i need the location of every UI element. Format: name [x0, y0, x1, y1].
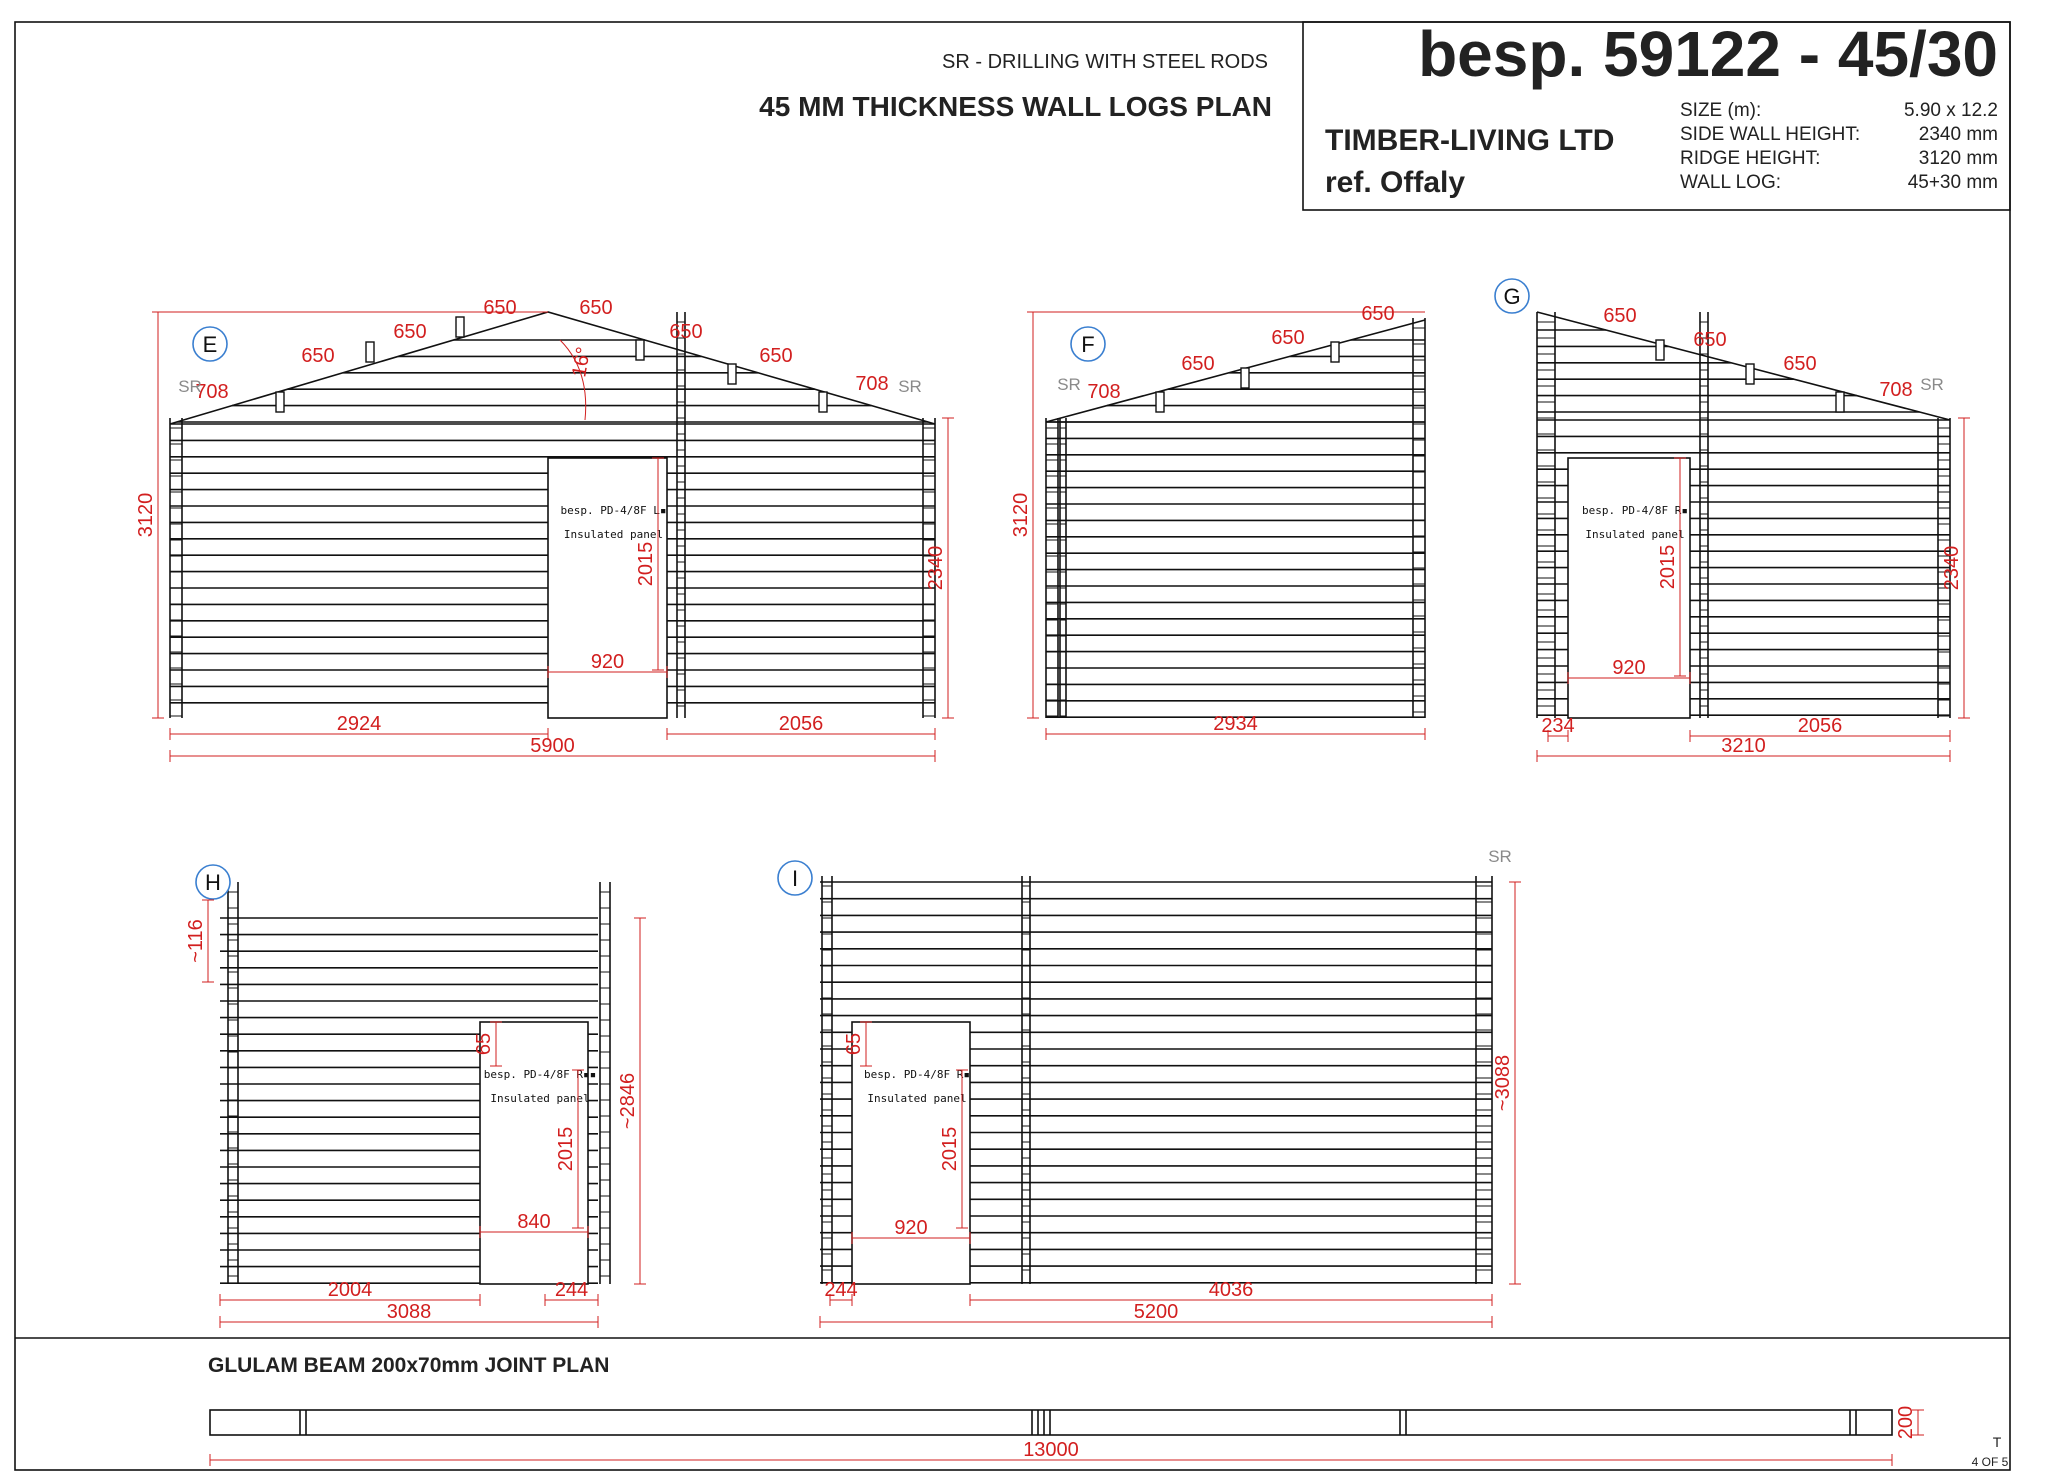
bottom-dimension: 2924: [336, 713, 382, 735]
roof-dimension: 650: [1271, 327, 1305, 349]
purlin-slot: [1241, 368, 1249, 388]
spec-value: 3120 mm: [1918, 148, 1998, 169]
door-panel-label: besp. PD-4/8F L▪: [560, 504, 667, 517]
steel-rod-mark: SR: [1488, 847, 1512, 866]
wall-marker-label: E: [202, 332, 218, 357]
roof-angle: 16°: [568, 345, 596, 379]
steel-rod-mark: SR: [1920, 375, 1944, 394]
wall-marker-label: G: [1503, 284, 1521, 309]
steel-rod-mark: SR: [898, 377, 922, 396]
beam-outline: [210, 1410, 1892, 1435]
purlin-slot: [456, 317, 464, 337]
wall-f-drawing: [1010, 303, 1425, 740]
door-height-dimension: 2015: [555, 1126, 577, 1172]
roof-dimension: 650: [301, 345, 335, 367]
company-name: TIMBER-LIVING LTD: [1325, 124, 1615, 157]
wall-h-drawing: [185, 865, 646, 1328]
beam-height-dimension: 200: [1895, 1405, 1917, 1440]
roof-dimension: 708: [1087, 381, 1121, 403]
bottom-dimension: 234: [1541, 715, 1575, 737]
beam-length-dimension: 13000: [1023, 1439, 1079, 1461]
spec-value: 2340 mm: [1918, 124, 1998, 145]
bottom-dimension: 4036: [1208, 1279, 1254, 1301]
door-panel-sublabel: Insulated panel: [867, 1092, 967, 1105]
sheet-border: [15, 22, 2010, 1470]
roof-dimension: 650: [1603, 305, 1637, 327]
sr-note: SR - DRILLING WITH STEEL RODS: [942, 51, 1268, 73]
roof-dimension: 708: [195, 381, 229, 403]
roof-dimension: 650: [669, 321, 703, 343]
purlin-slot: [1836, 392, 1844, 412]
bottom-dimension: 2056: [778, 713, 824, 735]
height-dimension: 3120: [135, 492, 157, 538]
wall-marker-label: F: [1081, 332, 1095, 357]
purlin-slot: [1746, 364, 1754, 384]
bottom-dimension: 2056: [1797, 715, 1843, 737]
purlin-slot: [1656, 340, 1664, 360]
spec-label: RIDGE HEIGHT:: [1680, 148, 1821, 169]
footer-page: 4 OF 5: [1971, 1455, 2009, 1469]
door-width-dimension: 920: [1612, 657, 1646, 679]
door-height-dimension: 2015: [635, 541, 657, 587]
bottom-dimension: 2004: [327, 1279, 373, 1301]
spec-value: 5.90 x 12.2: [1903, 100, 1998, 121]
spec-label: SIDE WALL HEIGHT:: [1680, 124, 1861, 145]
door-panel-label: besp. PD-4/8F R▪▪: [483, 1068, 597, 1081]
sheet-title: 45 MM THICKNESS WALL LOGS PLAN: [759, 91, 1272, 122]
purlin-slot: [819, 392, 827, 412]
beam-title: GLULAM BEAM 200x70mm JOINT PLAN: [208, 1354, 610, 1377]
door-top-dimension: 65: [843, 1032, 865, 1056]
roof-dimension: 708: [1879, 379, 1913, 401]
spec-value: 45+30 mm: [1907, 172, 1998, 193]
purlin-slot: [636, 340, 644, 360]
door-width-dimension: 920: [590, 651, 625, 673]
roof-dimension: 708: [855, 373, 889, 395]
roof-dimension: 650: [393, 321, 427, 343]
wall-i-drawing: [778, 847, 1521, 1328]
roof-dimension: 650: [1181, 353, 1215, 375]
roof-dimension: 650: [1693, 329, 1727, 351]
height-dimension: ~3088: [1492, 1054, 1514, 1112]
door-panel-label: besp. PD-4/8F R▪: [864, 1068, 970, 1081]
roof-dimension: 650: [1361, 303, 1395, 325]
total-width-dimension: 5200: [1133, 1301, 1179, 1323]
purlin-slot: [1156, 392, 1164, 412]
total-width-dimension: 3088: [386, 1301, 432, 1323]
total-width-dimension: 5900: [530, 735, 575, 757]
door-height-dimension: 2015: [939, 1126, 961, 1172]
bottom-dimension: 244: [554, 1279, 589, 1301]
bottom-dimension: 244: [824, 1279, 858, 1301]
side-height-dimension: 2340: [925, 545, 947, 591]
door-height-dimension: 2015: [1657, 544, 1679, 590]
roof-dimension: 650: [759, 345, 793, 367]
roof-dimension: 650: [483, 297, 517, 319]
steel-rod-mark: SR: [1057, 375, 1081, 394]
roof-line: [1537, 312, 1950, 420]
wall-e-drawing: [135, 297, 954, 762]
wall-marker-label: H: [205, 870, 221, 895]
wall-g-drawing: [1495, 279, 1970, 762]
steel-rod-mark: SR: [178, 377, 202, 396]
door-panel-sublabel: Insulated panel: [563, 528, 664, 541]
purlin-slot: [276, 392, 284, 412]
purlin-slot: [1331, 342, 1339, 362]
spec-label: WALL LOG:: [1680, 172, 1782, 193]
spec-table: [1680, 100, 1998, 193]
project-number: besp. 59122 - 45/30: [1418, 18, 1998, 90]
door-width-dimension: 840: [517, 1211, 551, 1233]
reference: ref. Offaly: [1325, 166, 1466, 199]
door-panel-label: besp. PD-4/8F R▪: [1582, 504, 1688, 517]
side-height-dimension: 2340: [1941, 545, 1963, 591]
door-panel-sublabel: Insulated panel: [1585, 528, 1685, 541]
height-dimension: 3120: [1010, 492, 1032, 538]
door-opening: [548, 458, 667, 718]
spec-label: SIZE (m):: [1680, 100, 1762, 121]
roof-dimension: 650: [579, 297, 613, 319]
purlin-slot: [366, 342, 374, 362]
door-width-dimension: 920: [894, 1217, 928, 1239]
footer-mark: T: [1992, 1434, 2002, 1450]
roof-dimension: 650: [1783, 353, 1817, 375]
glulam-beam-drawing: [210, 1406, 1924, 1466]
wall-marker-label: I: [791, 866, 799, 891]
total-width-dimension: 3210: [1721, 735, 1766, 757]
height-dimension: ~2846: [617, 1072, 639, 1130]
top-dimension: ~116: [185, 919, 207, 963]
door-top-dimension: 65: [473, 1032, 495, 1056]
bottom-dimension: 2934: [1213, 713, 1258, 735]
purlin-slot: [728, 364, 736, 384]
door-panel-sublabel: Insulated panel: [490, 1092, 590, 1105]
